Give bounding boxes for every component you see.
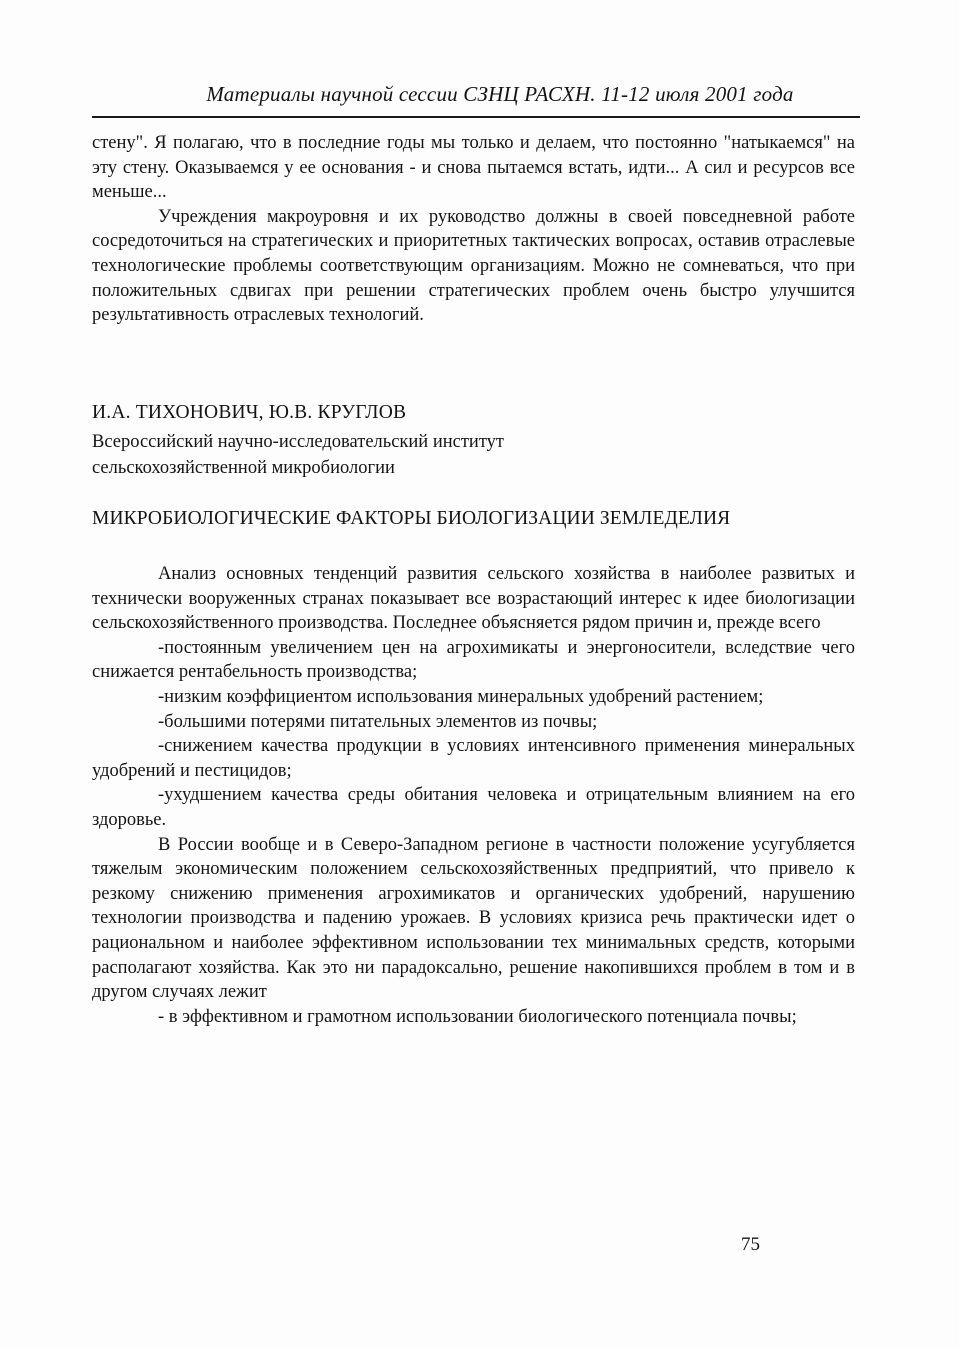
article-title: МИКРОБИОЛОГИЧЕСКИЕ ФАКТОРЫ БИОЛОГИЗАЦИИ ЗЕМЛЕДЕЛИЯ	[92, 508, 731, 529]
list-item: -большими потерями питательных элементов из почвы;	[158, 711, 598, 732]
list-item: - в эффективном и грамотном использовании биологического потенциала почвы;	[158, 1006, 797, 1027]
list-item: -снижением качества продукции в условиях интенсивного применения минеральных удобрений и пестицидов;	[92, 736, 855, 781]
list-item: -ухудшением качества среды обитания человека и отрицательным влиянием на его здоровье.	[92, 785, 855, 830]
paragraph: Учреждения макроуровня и их руководство должны в своей повседневной работе сосредоточиться на стратегических и приоритетных тактических вопросах, оставив отраслевые технологические проблемы соответствующим организациям. Можно не сомневаться, что при положительных сдвигах при решении стратегических проблем очень быстро улучшится результативность отраслевых технологий.	[92, 206, 855, 326]
header-rule	[92, 116, 860, 118]
paragraph: стену". Я полагаю, что в последние годы мы только и делаем, что постоянно "натыкаемся" на эту стену. Оказываемся у ее основания - и снова пытаемся встать, идти... А сил и ресурсов все меньше...	[92, 133, 855, 203]
previous-article-text	[92, 131, 855, 328]
page-number: 75	[741, 1234, 760, 1255]
running-header: Материалы научной сессии СЗНЦ РАСХН. 11-12 июля 2001 года	[206, 82, 794, 106]
list-item: -низким коэффициентом использования минеральных удобрений растением;	[158, 686, 764, 707]
list-item: -постоянным увеличением цен на агрохимикаты и энергоносители, вследствие чего снижается рентабельность производства;	[92, 637, 855, 683]
affiliation-line: сельскохозяйственной микробиологии	[92, 457, 395, 478]
paragraph: Анализ основных тенденций развития сельского хозяйства в наиболее развитых и технически вооруженных странах показывает все возрастающий интерес к идее биологизации сельскохозяйственного производства. Последнее объясняется рядом причин и, прежде всего	[92, 564, 855, 634]
affiliation-line: Всероссийский научно-исследовательский институт	[92, 432, 505, 452]
article-affiliation	[92, 430, 852, 481]
article-body	[92, 562, 855, 1029]
paragraph: В России вообще и в Северо-Западном регионе в частности положение усугубляется тяжелым экономическим положением сельскохозяйственных предприятий, что привело к резкому снижению применения агрохимикатов и органических удобрений, нарушению технологии производства и падению урожаев. В условиях кризиса речь практически идет о рациональном и наиболее эффективном использовании тех минимальных средств, которыми располагают хозяйства. Как это ни парадоксально, решение накопившихся проблем в том и в другом случаях лежит	[92, 834, 855, 1003]
article-authors: И.А. ТИХОНОВИЧ, Ю.В. КРУГЛОВ	[92, 402, 407, 423]
